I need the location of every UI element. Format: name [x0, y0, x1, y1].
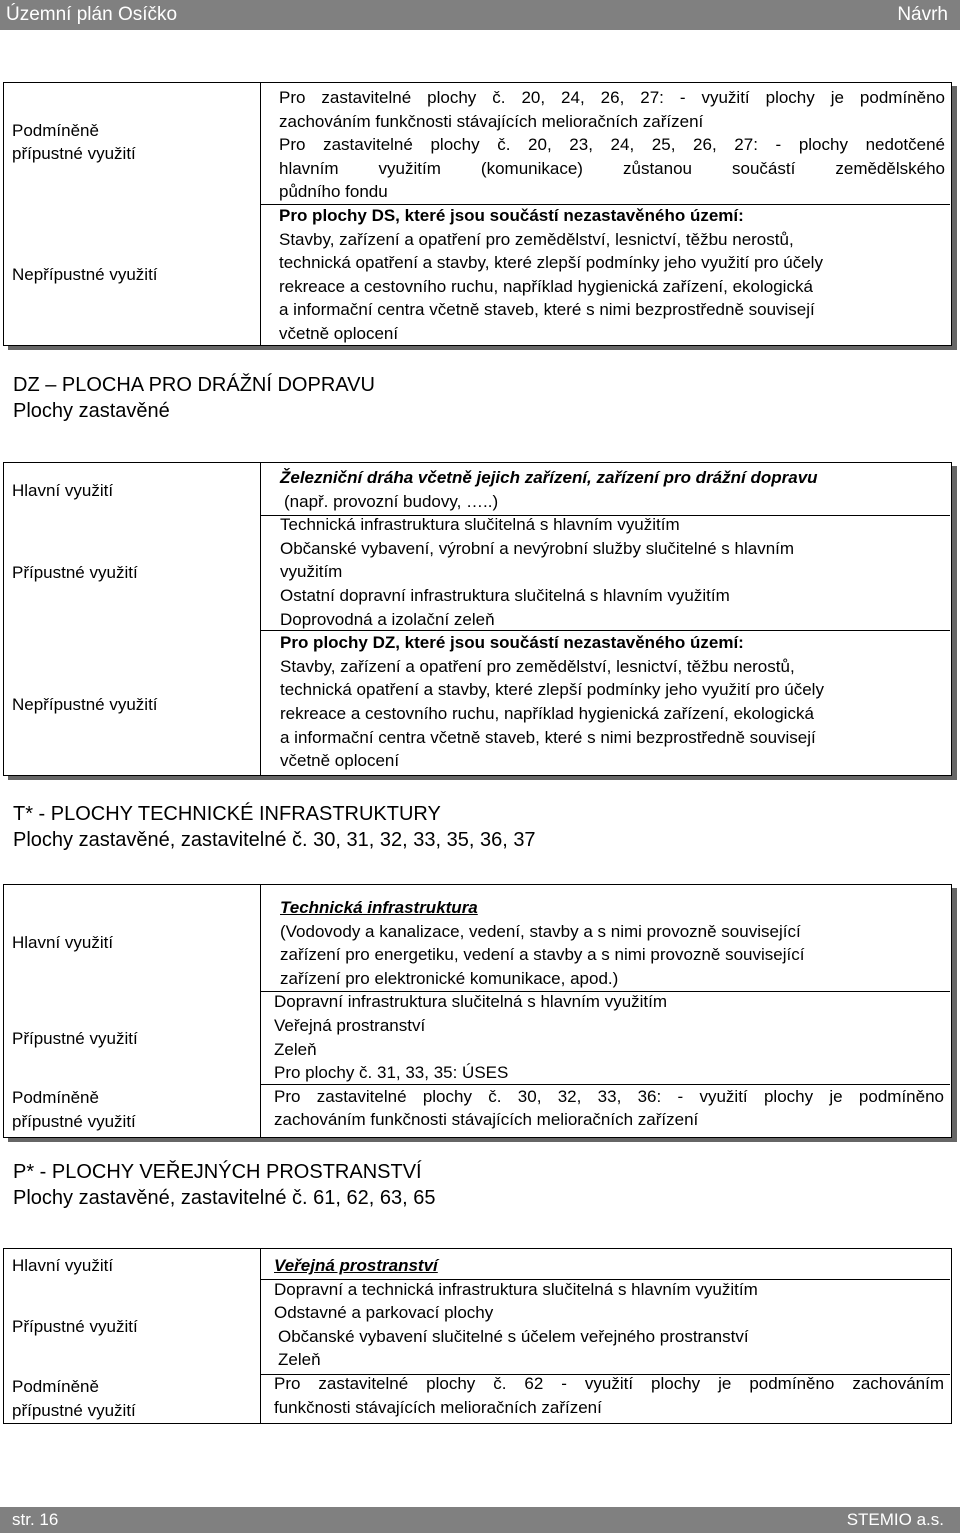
label-main: Hlavní využití [12, 933, 114, 952]
label-forbidden: Nepřípustné využití [12, 695, 158, 714]
text-line: zachováním funkčnosti stávajících melioračních zařízení [274, 1110, 699, 1130]
label-permitted: Přípustné využití [12, 563, 138, 582]
section-subtitle-t: Plochy zastavěné, zastavitelné č. 30, 31, 32, 33, 35, 36, 37 [13, 829, 536, 851]
section-subtitle-dz: Plochy zastavěné [13, 400, 170, 422]
label-conditional: Podmíněně [12, 1088, 99, 1107]
label-permitted: Přípustné využití [12, 1317, 138, 1336]
label-main: Hlavní využití [12, 481, 114, 500]
text-line: (Vodovody a kanalizace, vedení, stavby a s nimi provozně související [280, 921, 801, 941]
text-line: Veřejná prostranství [274, 1015, 426, 1035]
label-conditional-2: přípustné využití [12, 1112, 136, 1131]
text-line: půdního fondu [279, 182, 388, 202]
table-p [3, 1248, 952, 1424]
text-line: Technická infrastruktura slučitelná s hlavním využitím [280, 515, 680, 535]
text-line: Technická infrastruktura [280, 898, 478, 917]
text-line: Veřejná prostranství [274, 1256, 438, 1275]
text-line: zachováním funkčnosti stávajících melioračních zařízení [279, 111, 704, 131]
label-column [4, 885, 261, 1137]
text-line: Pro plochy DZ, které jsou součástí nezastavěného území: [280, 633, 744, 653]
text-line: Pro zastavitelné plochy č. 62 - využití plochy je podmíněno zachováním [274, 1373, 944, 1393]
table-dz [3, 462, 952, 776]
text-line: Pro zastavitelné plochy č. 30, 32, 33, 36: - využití plochy je podmíněno [274, 1086, 944, 1106]
text-line: Pro plochy č. 31, 33, 35: ÚSES [274, 1063, 509, 1083]
text-line: funkčnosti stávajících melioračních zařízení [274, 1397, 602, 1417]
text-line: technická opatření a stavby, které zlepší podmínky jeho využití pro účely [280, 680, 824, 700]
section-title-p: P* - PLOCHY VEŘEJNÝCH PROSTRANSTVÍ [13, 1161, 422, 1183]
text-line: Stavby, zařízení a opatření pro zemědělství, lesnictví, těžbu nerostů, [279, 229, 794, 249]
label-conditional: Podmíněně [12, 121, 99, 140]
section-title-dz: DZ – PLOCHA PRO DRÁŽNÍ DOPRAVU [13, 374, 375, 396]
text-line: Odstavné a parkovací plochy [274, 1303, 494, 1323]
text-line: Pro zastavitelné plochy č. 20, 23, 24, 25, 26, 27: - plochy nedotčené [279, 135, 945, 155]
text-line: Ostatní dopravní infrastruktura slučitelná s hlavním využitím [280, 585, 730, 605]
table-conditions-ds [3, 82, 952, 346]
text-line: Železniční dráha včetně jejich zařízení, zařízení pro drážní dopravu [280, 468, 818, 487]
label-conditional: Podmíněně [12, 1377, 99, 1396]
label-forbidden: Nepřípustné využití [12, 265, 158, 284]
label-column [4, 1249, 261, 1423]
document-title: Územní plán Osíčko [6, 4, 178, 25]
section-title-t: T* - PLOCHY TECHNICKÉ INFRASTRUKTURY [13, 803, 441, 825]
text-line: zařízení pro elektronické komunikace, apod.) [280, 968, 619, 988]
text-line: rekreace a cestovního ruchu, například hygienická zařízení, ekologická [280, 703, 814, 723]
text-line: Doprovodná a izolační zeleň [280, 609, 495, 629]
label-conditional-2: přípustné využití [12, 1401, 136, 1420]
text-line: a informační centra včetně staveb, které s nimi bezprostředně souvisejí [280, 727, 816, 747]
text-line: hlavním využitím (komunikace) zůstanou součástí zemědělského [279, 158, 945, 178]
table-t [3, 884, 952, 1138]
section-subtitle-p: Plochy zastavěné, zastavitelné č. 61, 62, 63, 65 [13, 1187, 436, 1209]
text-line: Dopravní a technická infrastruktura slučitelná s hlavním využitím [274, 1279, 758, 1299]
label-permitted: Přípustné využití [12, 1029, 138, 1048]
text-line: a informační centra včetně staveb, které s nimi bezprostředně souvisejí [279, 300, 815, 320]
text-line: Dopravní infrastruktura slučitelná s hlavním využitím [274, 992, 668, 1012]
text-line: rekreace a cestovního ruchu, například hygienická zařízení, ekologická [279, 276, 813, 296]
label-column [4, 83, 261, 345]
page-header [0, 0, 960, 30]
text-line: Zeleň [274, 1039, 317, 1059]
page-footer [0, 1507, 960, 1533]
label-main: Hlavní využití [12, 1256, 114, 1275]
text-line: zařízení pro energetiku, vedení a stavby a s nimi provozně související [280, 945, 805, 965]
text-line: Občanské vybavení slučitelné s účelem veřejného prostranství [278, 1326, 749, 1346]
text-line: včetně oplocení [280, 751, 400, 771]
text-line: Pro plochy DS, které jsou součástí nezastavěného území: [279, 205, 744, 225]
text-line: Zeleň [278, 1350, 321, 1370]
label-conditional-2: přípustné využití [12, 144, 136, 163]
company-name: STEMIO a.s. [846, 1510, 944, 1529]
text-line: využitím [280, 562, 343, 582]
label-column [4, 463, 261, 775]
text-line: Občanské vybavení, výrobní a nevýrobní služby slučitelné s hlavním [280, 538, 795, 558]
text-line: (např. provozní budovy, …..) [284, 491, 499, 511]
document-status: Návrh [897, 4, 948, 25]
text-line: Stavby, zařízení a opatření pro zemědělství, lesnictví, těžbu nerostů, [280, 656, 795, 676]
text-line: Pro zastavitelné plochy č. 20, 24, 26, 27: - využití plochy je podmíněno [279, 88, 945, 107]
page-number: str. 16 [12, 1510, 59, 1529]
text-line: technická opatření a stavby, které zlepší podmínky jeho využití pro účely [279, 253, 823, 273]
text-line: včetně oplocení [279, 323, 399, 343]
